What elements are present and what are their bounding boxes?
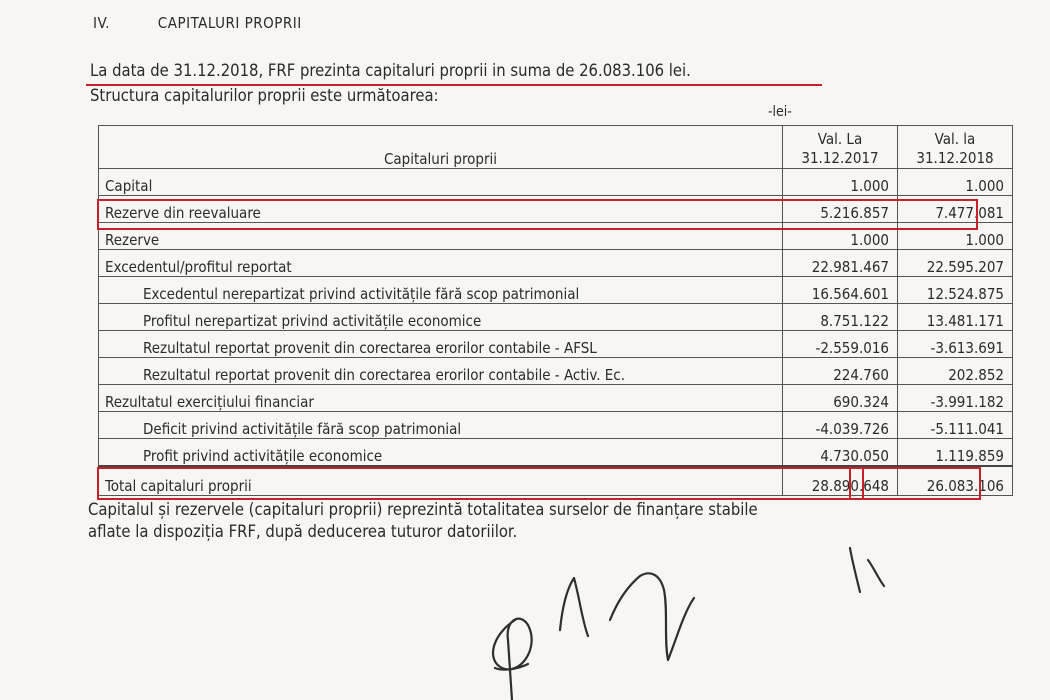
row-label: Rezultatul exercițiului financiar [99,385,783,412]
row-label: Rezerve din reevaluare [99,196,783,223]
row-value-2018: 22.595.207 [898,250,1013,277]
total-value-2018: 26.083.106 [898,466,1013,496]
row-value-2017: -4.039.726 [783,412,898,439]
row-label: Excedentul nerepartizat privind activitățile fără scop patrimonial [99,277,783,304]
row-label: Profit privind activitățile economice [99,439,783,467]
row-value-2018: 12.524.875 [898,277,1013,304]
row-value-2017: 224.760 [783,358,898,385]
header-2017-line1: Val. La [817,130,863,148]
row-value-2017: 22.981.467 [783,250,898,277]
row-value-2018: 202.852 [898,358,1013,385]
section-number: IV. [93,14,111,32]
row-label: Rezultatul reportat provenit din corectarea erorilor contabile - AFSL [99,331,783,358]
row-value-2017: 4.730.050 [783,439,898,467]
header-2018-line1: Val. la [934,130,976,148]
header-2017-line2: 31.12.2017 [801,149,879,167]
currency-unit: -lei- [768,104,792,120]
structure-sentence: Structura capitalurilor proprii este următoarea: [90,86,439,105]
signature-stroke [868,560,884,586]
row-value-2018: 1.119.859 [898,439,1013,467]
total-label: Total capitaluri proprii [99,466,783,496]
row-value-2018: -5.111.041 [898,412,1013,439]
header-2018-line2: 31.12.2018 [916,149,994,167]
row-label: Rezerve [99,223,783,250]
total-value-2017: 28.890.648 [783,466,898,496]
signature-stroke [493,619,532,700]
row-value-2017: 8.751.122 [783,304,898,331]
row-value-2017: 690.324 [783,385,898,412]
row-value-2018: -3.613.691 [898,331,1013,358]
signature-stroke [610,573,694,660]
signature-stroke [850,548,860,592]
row-label: Deficit privind activitățile fără scop patrimonial [99,412,783,439]
row-value-2017: -2.559.016 [783,331,898,358]
intro-sentence: La data de 31.12.2018, FRF prezinta capitaluri proprii in suma de 26.083.106 lei. [90,61,691,80]
row-label: Profitul nerepartizat privind activitățile economice [99,304,783,331]
row-value-2017: 1.000 [783,223,898,250]
row-value-2018: 1.000 [898,223,1013,250]
row-value-2017: 1.000 [783,169,898,196]
section-title: CAPITALURI PROPRII [157,14,302,32]
row-value-2017: 5.216.857 [783,196,898,223]
closing-line-2: aflate la dispoziția FRF, după deducerea tuturor datoriilor. [88,522,518,541]
row-value-2018: 13.481.171 [898,304,1013,331]
row-label: Excedentul/profitul reportat [99,250,783,277]
closing-line-1: Capitalul și rezervele (capitaluri proprii) reprezintă totalitatea surselor de finanțare stabile [88,500,758,519]
signature-stroke [560,578,588,636]
row-value-2018: -3.991.182 [898,385,1013,412]
row-value-2018: 1.000 [898,169,1013,196]
row-label: Rezultatul reportat provenit din corectarea erorilor contabile - Activ. Ec. [99,358,783,385]
row-value-2018: 7.477.081 [898,196,1013,223]
header-label: Capitaluri proprii [99,126,783,169]
row-label: Capital [99,169,783,196]
row-value-2017: 16.564.601 [783,277,898,304]
